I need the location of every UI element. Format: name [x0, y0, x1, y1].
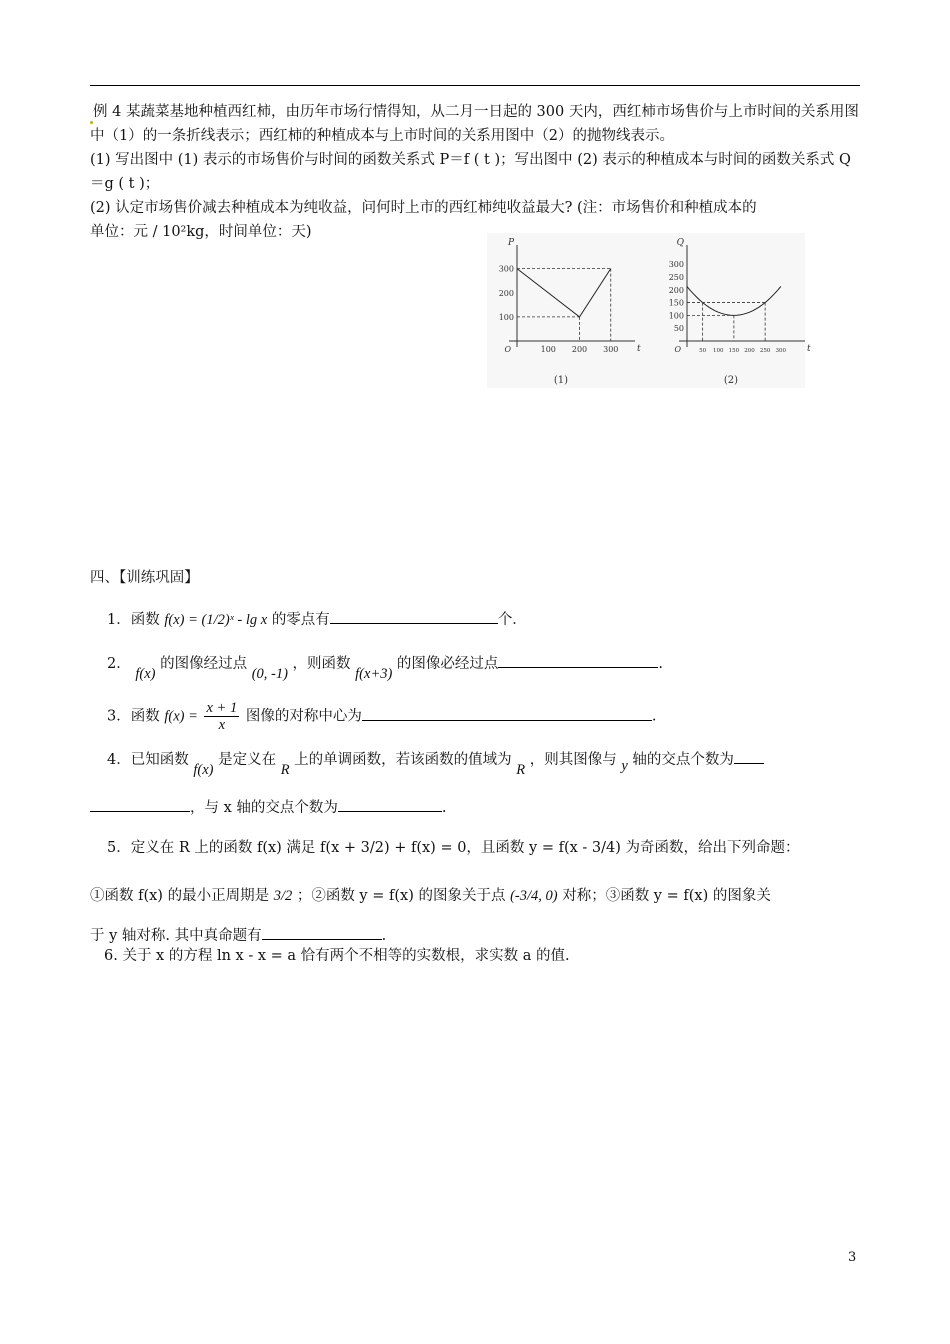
x-axis-label-0: t: [637, 344, 641, 354]
q5-l3e: .: [381, 928, 387, 944]
question-5: [107, 836, 800, 857]
cost-parabola: [687, 287, 781, 316]
y-tick-label: 200: [668, 285, 684, 295]
q3-expr: f(x) =: [164, 708, 198, 725]
q2-answer-blank[interactable]: [498, 653, 658, 668]
figure-caption-1: (2): [723, 375, 739, 386]
q6-text: 6. 关于 x 的方程 ln x - x = a 恰有两个不相等的实数根，求实数 a 的值.: [104, 948, 570, 964]
question-3: [107, 700, 656, 733]
q5-l2d: 对称；③函数 y = f(x) 的图象关: [562, 888, 771, 904]
y-tick-label: 50: [673, 324, 684, 334]
question-4: [107, 748, 764, 778]
q3-tail: 图像的对称中心为: [245, 708, 362, 725]
q3-numerator: x + 1: [206, 700, 238, 716]
question-1: [107, 608, 527, 629]
question-4-line2: [90, 796, 447, 817]
q2-b: 的图像经过点: [160, 656, 248, 672]
question-5-line3: [90, 924, 386, 945]
origin-label-0: O: [504, 345, 511, 354]
x-axis-label-1: t: [807, 344, 811, 354]
y-tick-label: 300: [668, 260, 684, 270]
q4-e: 上的单调函数，若该函数的值域为: [294, 752, 512, 768]
q4-i: 轴的交点个数为: [632, 752, 734, 768]
question-5-line2: [90, 884, 771, 905]
x-tick-label: 200: [571, 345, 588, 354]
header-rule: [90, 85, 860, 86]
q1-end: 个．: [497, 612, 527, 628]
q1-answer-blank[interactable]: [330, 609, 498, 624]
q4-r1: R: [280, 762, 290, 778]
x-tick-label: 150: [728, 348, 740, 354]
x-tick-label: 300: [603, 345, 619, 354]
y-tick-label: 100: [668, 311, 684, 321]
x-tick-label: 300: [775, 348, 786, 354]
x-tick-label: 100: [540, 345, 556, 354]
y-tick-label: 200: [498, 288, 514, 298]
q5-period: 3/2: [273, 888, 293, 904]
figure-caption-0: (1): [553, 375, 569, 386]
section-title: 四、【训练巩固】: [90, 570, 199, 586]
price-line: [517, 269, 611, 317]
y-tick-label: 300: [498, 264, 514, 274]
q5-point: (-3/4, 0): [510, 888, 558, 904]
example-4: [90, 100, 862, 244]
q3-denominator: x: [218, 717, 226, 733]
q4-g: ，则其图像与: [529, 752, 617, 768]
q2-c: ，则函数: [292, 656, 351, 672]
x-tick-label: 100: [713, 348, 724, 354]
q5-answer-blank[interactable]: [262, 925, 382, 940]
q2-fx: f(x): [135, 666, 156, 682]
q2-point: (0, -1): [251, 666, 288, 682]
q3-num: 3．函数: [107, 708, 160, 725]
marker-dot: [90, 121, 93, 124]
q2-end: .: [658, 656, 664, 672]
y-axis-label-0: P: [507, 238, 514, 248]
y-tick-label: 150: [668, 298, 684, 308]
question-6: [104, 944, 570, 965]
q2-num: 2．: [107, 656, 131, 672]
example-q2: (2) 认定市场售价减去种植成本为纯收益，问何时上市的西红柿纯收益最大? (注：市场售价和种植成本的: [90, 200, 757, 216]
q4-l2a: ，与 x 轴的交点个数为: [190, 800, 338, 816]
q3-fraction: [204, 700, 239, 733]
x-tick-label: 200: [744, 348, 755, 354]
q1-tail: 的零点有: [271, 612, 330, 628]
figures: [487, 233, 811, 388]
q4-l2b: .: [441, 800, 447, 816]
x-tick-label: 250: [759, 348, 771, 354]
q5-l2b: ；②函数 y = f(x) 的图象关于点: [296, 888, 506, 904]
y-tick-label: 250: [668, 272, 684, 282]
x-tick-label: 50: [699, 348, 707, 354]
q3-answer-blank[interactable]: [362, 706, 652, 721]
q4-y: y: [621, 758, 628, 774]
q3-end: .: [651, 708, 657, 725]
q4-answer-blank-1a[interactable]: [734, 749, 764, 764]
y-tick-label: 100: [498, 312, 514, 322]
q2-e: 的图像必经过点: [396, 656, 499, 672]
q5-l2a: ①函数 f(x) 的最小正周期是: [90, 888, 270, 904]
q4-answer-blank-2[interactable]: [338, 797, 442, 812]
q5-line1: 5．定义在 R 上的函数 f(x) 满足 f(x + 3/2) + f(x) = 0，且函数 y = f(x - 3/4) 为奇函数，给出下列命题：: [107, 840, 800, 856]
q4-a: 4．已知函数: [107, 752, 189, 768]
q1-expr: f(x) = (1/2)ˣ - lg x: [164, 612, 268, 628]
q5-l3: 于 y 轴对称. 其中真命题有: [90, 928, 262, 944]
example-unit: 单位：元 / 10²kg，时间单位：天): [90, 224, 312, 240]
q4-c: 是定义在: [218, 752, 277, 768]
q4-fx: f(x): [193, 762, 214, 778]
y-axis-label-1: Q: [676, 238, 684, 248]
q1-num: 1．函数: [107, 612, 160, 628]
q2-fx3: f(x+3): [355, 666, 393, 682]
example-q1: (1) 写出图中 (1) 表示的市场售价与时间的函数关系式 P＝f ( t )；写出图中 (2) 表示的种植成本与时间的函数关系式 Q＝g ( t )；: [90, 152, 851, 192]
page-number: 3: [848, 1250, 857, 1265]
q4-answer-blank-1b[interactable]: [90, 797, 190, 812]
origin-label-1: O: [674, 345, 681, 354]
q4-r2: R: [516, 762, 526, 778]
figure-charts: [487, 233, 811, 388]
example-intro: 例 4 某蔬菜基地种植西红柿，由历年市场行情得知，从二月一日起的 300 天内，西红柿市场售价与上市时间的关系用图中（1）的一条折线表示；西红柿的种植成本与上市时间的关系用图中（2）的抛物线表示。: [90, 104, 859, 144]
question-2: [107, 652, 664, 682]
